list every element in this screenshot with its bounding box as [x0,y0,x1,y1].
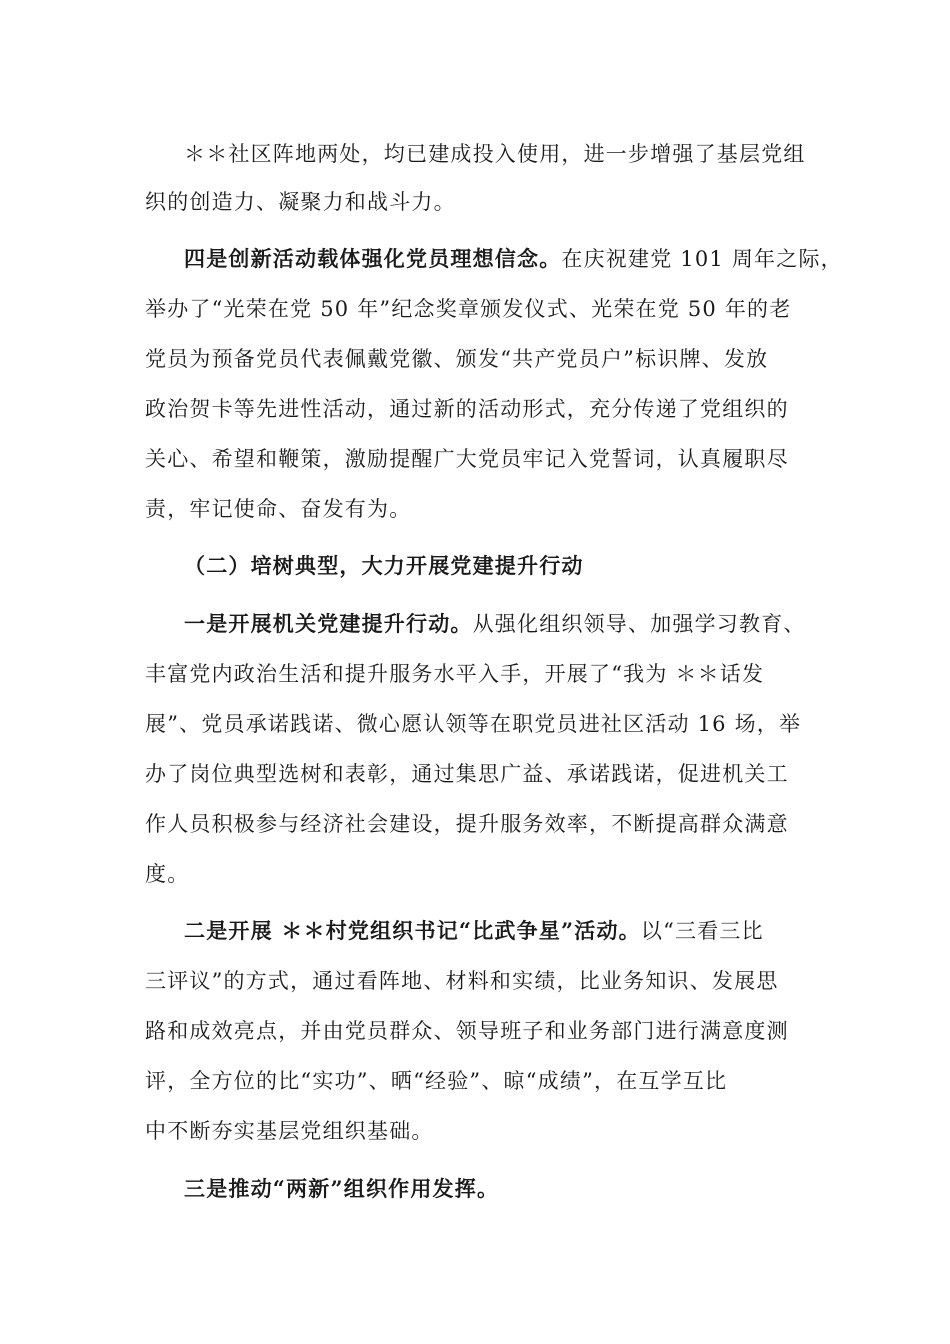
paragraph-lead-heading: 二是开展 ＊＊村党组织书记“比武争星”活动。 [184,918,641,943]
paragraph-line [145,761,789,787]
text: 评，全方位的比“实功”、晒“经验”、晾“成绩”，在互学互比 [145,1069,728,1093]
text: ＊＊社区阵地两处，均已建成投入使用，进一步增强了基层党组 [184,142,806,166]
text: 度。 [145,862,190,886]
text: 中不断夯实基层党组织基础。 [145,1119,434,1143]
paragraph-line [145,346,768,372]
paragraph-line [145,396,789,422]
section-heading-text: （二）培树典型，大力开展党建提升行动 [184,553,584,578]
paragraph-line [145,811,789,837]
text: 展”、党员承诺践诺、微心愿认领等在职党员进社区活动 16 场，举 [145,712,802,736]
paragraph-line [145,496,411,522]
text: 路和成效亮点，并由党员群众、领导班子和业务部门进行满意度测 [145,1019,789,1043]
paragraph-line [145,446,789,472]
text: 三评议”的方式，通过看阵地、材料和实绩，比业务知识、发展思 [145,969,779,993]
paragraph-line [184,141,806,167]
paragraph-line [145,1068,727,1094]
paragraph-lead-heading: 三是推动“两新”组织作用发挥。 [184,1176,500,1201]
text: 在庆祝建党 101 周年之际， [561,247,843,271]
paragraph-line [184,918,764,944]
text: 作人员积极参与经济社会建设，提升服务效率，不断提高群众满意 [145,812,789,836]
paragraph-line [145,968,779,994]
paragraph-line [184,611,806,637]
text: 从强化组织领导、加强学习教育、 [472,612,806,636]
paragraph-line [145,861,189,887]
paragraph-lead-heading: 四是创新活动载体强化党员理想信念。 [184,246,562,271]
paragraph-line [145,711,801,737]
text: 政治贺卡等先进性活动，通过新的活动形式，充分传递了党组织的 [145,397,789,421]
text: 织的创造力、凝聚力和战斗力。 [145,190,456,214]
text: 以“三看三比 [640,919,764,943]
paragraph-line [145,1018,789,1044]
text: 关心、希望和鞭策，激励提醒广大党员牢记入党誓词，认真履职尽 [145,447,789,471]
paragraph-line [145,189,456,215]
text: 办了岗位典型选树和表彰，通过集思广益、承诺践诺，促进机关工 [145,762,789,786]
section-heading [184,553,584,579]
paragraph-line [145,661,764,687]
paragraph-line [184,1176,499,1202]
paragraph-line [145,1118,434,1144]
paragraph-line [184,246,843,272]
text: 举办了“光荣在党 50 年”纪念奖章颁发仪式、光荣在党 50 年的老 [145,297,792,321]
text: 丰富党内政治生活和提升服务水平入手，开展了“我为 ＊＊话发 [145,662,765,686]
text: 党员为预备党员代表佩戴党徽、颁发“共产党员户”标识牌、发放 [145,347,769,371]
text: 责，牢记使命、奋发有为。 [145,497,412,521]
paragraph-line [145,296,791,322]
paragraph-lead-heading: 一是开展机关党建提升行动。 [184,611,473,636]
